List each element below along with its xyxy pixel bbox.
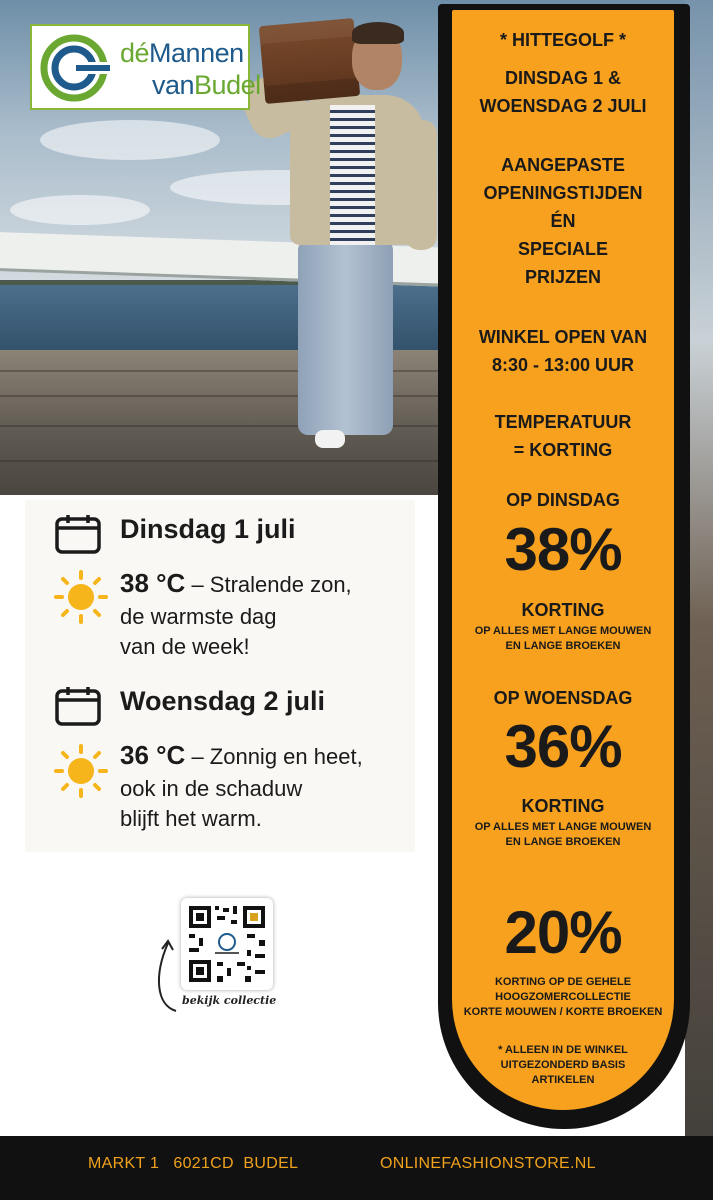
tuesday-discount: 38%: [504, 516, 622, 583]
footnote-line1: * ALLEEN IN DE WINKEL: [498, 1044, 628, 1056]
banner-opening-label: WINKEL OPEN VAN: [478, 327, 648, 347]
qr-code-icon: [181, 898, 273, 990]
tuesday-label: OP DINSDAG: [506, 490, 620, 510]
sun-icon: [52, 568, 110, 626]
calendar-icon: [55, 686, 101, 726]
logo-text-line2: vanBudel: [152, 70, 261, 100]
tuesday-sub2: EN LANGE BROEKEN: [505, 640, 621, 652]
tuesday-korting: KORTING: [521, 600, 605, 620]
day2-temperature: 36 °C: [120, 740, 186, 770]
footer-website-link[interactable]: ONLINEFASHIONSTORE.NL: [380, 1155, 596, 1172]
man-jeans: [298, 240, 393, 435]
man-arm: [405, 120, 437, 250]
banner-text: TEMPERATUUR: [494, 412, 632, 432]
banner-dates-line2: WOENSDAG 2 JULI: [479, 96, 647, 116]
banner-text: = KORTING: [513, 440, 613, 460]
man-shoe: [315, 430, 345, 448]
qr-caption: bekijk collectie: [182, 994, 277, 1007]
wednesday-label: OP WOENSDAG: [493, 688, 633, 708]
man-striped-shirt: [330, 105, 375, 245]
footnote-line3: ARTIKELEN: [531, 1074, 595, 1086]
summer-discount: 20%: [504, 899, 622, 966]
wednesday-discount: 36%: [504, 713, 622, 780]
tuesday-sub1: OP ALLES MET LANGE MOUWEN: [474, 625, 652, 637]
promo-banner: [452, 10, 674, 1110]
banner-opening-hours: 8:30 - 13:00 UUR: [491, 355, 635, 375]
calendar-icon: [55, 514, 101, 554]
banner-text: ÉN: [550, 211, 576, 231]
banner-heading: * HITTEGOLF *: [500, 30, 626, 50]
footer-address: MARKT 1 6021CD BUDEL: [88, 1155, 299, 1172]
man-hair: [352, 22, 404, 44]
sun-icon: [52, 742, 110, 800]
wednesday-sub2: EN LANGE BROEKEN: [505, 836, 621, 848]
cloud: [40, 120, 220, 160]
day2-forecast: 36 °C – Zonnig en heet, ook in de schaduw blijft het warm.: [120, 740, 363, 832]
summer-sub1: KORTING OP DE GEHELE: [494, 976, 632, 988]
logo-mark-icon: [38, 32, 110, 104]
banner-text: AANGEPASTE: [501, 155, 625, 175]
footnote-line2: UITGEZONDERD BASIS: [500, 1059, 626, 1071]
wooden-crate: [259, 18, 360, 104]
wednesday-korting: KORTING: [521, 796, 605, 816]
weather-card: [25, 500, 415, 852]
day1-forecast: 38 °C – Stralende zon, de warmste dag van de week!: [120, 568, 352, 660]
banner-text: PRIJZEN: [524, 267, 602, 287]
banner-text: OPENINGSTIJDEN: [483, 183, 643, 203]
day1-temperature: 38 °C: [120, 568, 186, 598]
logo-text-line1: déMannen: [120, 38, 244, 68]
banner-text: SPECIALE: [517, 239, 609, 259]
summer-sub2: HOOGZOMERCOLLECTIE: [495, 991, 631, 1003]
cloud: [10, 195, 150, 225]
qr-code[interactable]: [181, 898, 273, 990]
brand-logo: [30, 24, 261, 110]
day2-title: Woensdag 2 juli: [120, 686, 326, 716]
day1-title: Dinsdag 1 juli: [120, 514, 296, 544]
summer-sub3: KORTE MOUWEN / KORTE BROEKEN: [463, 1006, 663, 1018]
banner-dates-line1: DINSDAG 1 &: [504, 68, 621, 88]
wednesday-sub1: OP ALLES MET LANGE MOUWEN: [474, 821, 652, 833]
